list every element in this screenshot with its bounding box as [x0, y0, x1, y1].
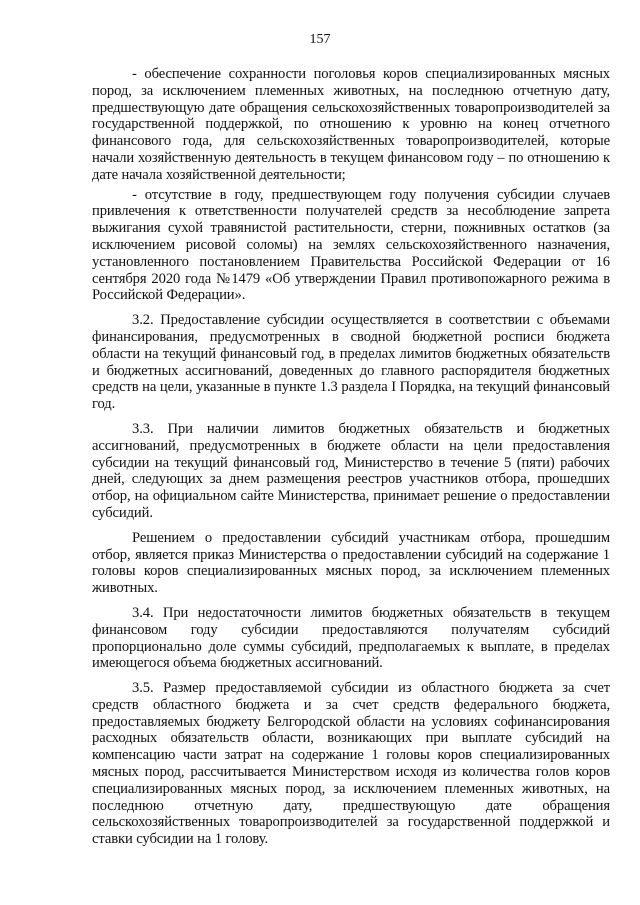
page-number: 157 [309, 32, 331, 47]
paragraph-3-2: 3.2. Предоставление субсидии осуществляется в соответствии с объемами финансирования, предусмотренных в сводной бюджетной росписи бюджета области на текущий финансовый год, в пределах лимитов бюджетных обязательств и бюджетных ассигнований, доведенных до главного распорядителя бюджетных средств на цели, указанные в пункте 1.3 раздела I Порядка, на текущий финансовый год. [92, 312, 610, 413]
document-body [92, 66, 610, 848]
paragraph-3-5: 3.5. Размер предоставляемой субсидии из областного бюджета за счет средств областного бюджета и за счет средств федерального бюджета, предоставляемых бюджету Белгородской области на условиях софинансирования расходных обязательств области, возникающих при выплате субсидий на компенсацию части затрат на содержание 1 головы коров специализированных мясных пород, рассчитывается Министерством исходя из количества голов коров специализированных мясных пород, за исключением племенных животных, на последнюю отчетную дату, предшествующую дате обращения сельскохозяйственных товаропроизводителей за государственной поддержкой и ставки субсидии на 1 голову. [92, 680, 610, 848]
paragraph-decision: Решением о предоставлении субсидий участникам отбора, прошедшим отбор, является приказ Министерства о предоставлении субсидий на содержание 1 головы коров специализированных мясных пород, за исключением племенных животных. [92, 529, 610, 597]
paragraph-livestock-preservation: - обеспечение сохранности поголовья коров специализированных мясных пород, за исключением племенных животных, на последнюю отчетную дату, предшествующую дате обращения сельскохозяйственных товаропроизводителей за государственной поддержкой, по отношению к уровню на конец отчетного финансового года, для сельскохозяйственных товаропроизводителей, которые начали хозяйственную деятельность в текущем финансовом году – по отношению к дате начала хозяйственной деятельности; [92, 66, 610, 183]
paragraph-3-3: 3.3. При наличии лимитов бюджетных обязательств и бюджетных ассигнований, предусмотренных в бюджете области на цели предоставления субсидии на текущий финансовый год, Министерство в течение 5 (пяти) рабочих дней, следующих за днем размещения реестров участников отбора, прошедших отбор, на официальном сайте Министерства, принимает решение о предоставлении субсидий. [92, 420, 610, 521]
paragraph-3-4: 3.4. При недостаточности лимитов бюджетных обязательств в текущем финансовом году субсидии предоставляются получателям субсидий пропорционально доле суммы субсидий, предполагаемых к выплате, в пределах имеющегося объема бюджетных ассигнований. [92, 604, 610, 672]
paragraph-no-burning-violations: - отсутствие в году, предшествующем году получения субсидии случаев привлечения к ответственности получателей средств за несоблюдение запрета выжигания сухой травянистой растительности, стерни, пожнивных остатков (за исключением рисовой соломы) на землях сельскохозяйственного назначения, установленного постановлением Правительства Российской Федерации от 16 сентября 2020 года №1479 «Об утверждении Правил противопожарного режима в Российской Федерации». [92, 186, 610, 304]
